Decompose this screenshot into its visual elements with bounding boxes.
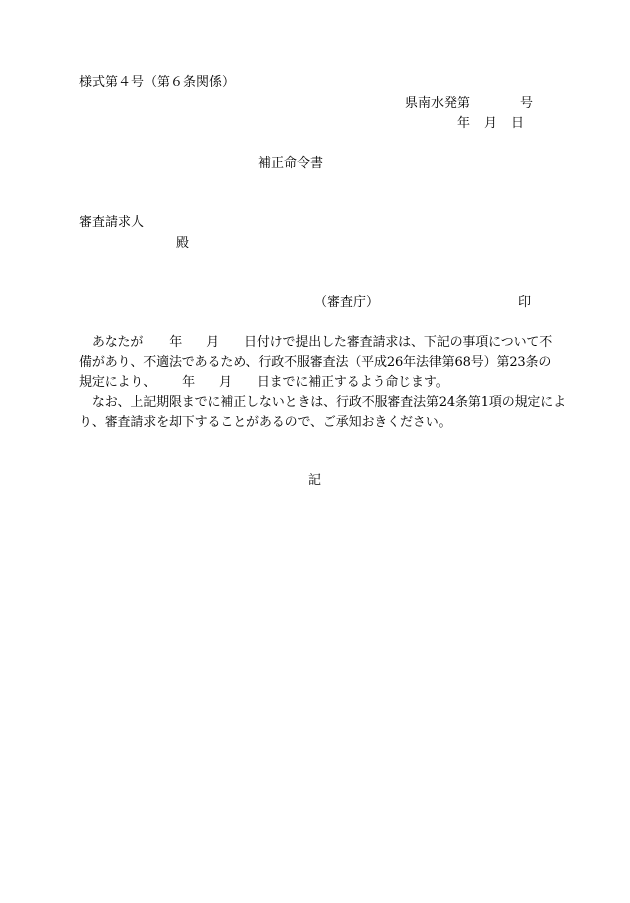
body-line-1-year: 年 (169, 335, 183, 350)
body-line-2: 備があり、不適法であるため、行政不服審査法（平成26年法律第68号）第23条の (79, 355, 552, 370)
body-line-4-text: なお、上記期限までに補正しないときは、行政不服審査法第24条第1項の規定によ (91, 395, 566, 410)
body-line-5: り、審査請求を却下することがあるので、ご承知おきください。 (79, 415, 452, 430)
date-month: 月 (484, 116, 498, 131)
issue-date (457, 117, 524, 130)
body-line-3-end: 日までに補正するよう命じます。 (256, 375, 449, 390)
body-line-3-start: 規定により、 (79, 375, 157, 390)
body-line-3-year: 年 (182, 375, 195, 390)
body-line-4 (79, 393, 566, 413)
body-line-1-month: 月 (206, 335, 219, 350)
authority-label: （審査庁） (314, 295, 380, 310)
form-number: 様式第４号（第６条関係） (79, 75, 236, 90)
recipient-label: 審査請求人 (79, 215, 145, 230)
body-line-1-end: 日付けで提出した審査請求は、下記の事項について不 (243, 335, 553, 350)
document-number-suffix: 号 (520, 96, 534, 111)
document-title: 補正命令書 (258, 156, 324, 171)
recipient-honorific: 殿 (176, 236, 190, 251)
seal-mark: 印 (518, 295, 532, 310)
date-day: 日 (511, 116, 525, 131)
body-line-3-month: 月 (218, 375, 232, 390)
document-number-prefix: 県南水発第 (405, 96, 471, 111)
body-line-3 (79, 373, 551, 393)
body-line-1 (79, 333, 551, 353)
ki-heading: 記 (308, 473, 322, 488)
body-line-1-start: あなたが (91, 335, 144, 350)
body-text (79, 333, 566, 433)
date-year: 年 (457, 116, 471, 131)
